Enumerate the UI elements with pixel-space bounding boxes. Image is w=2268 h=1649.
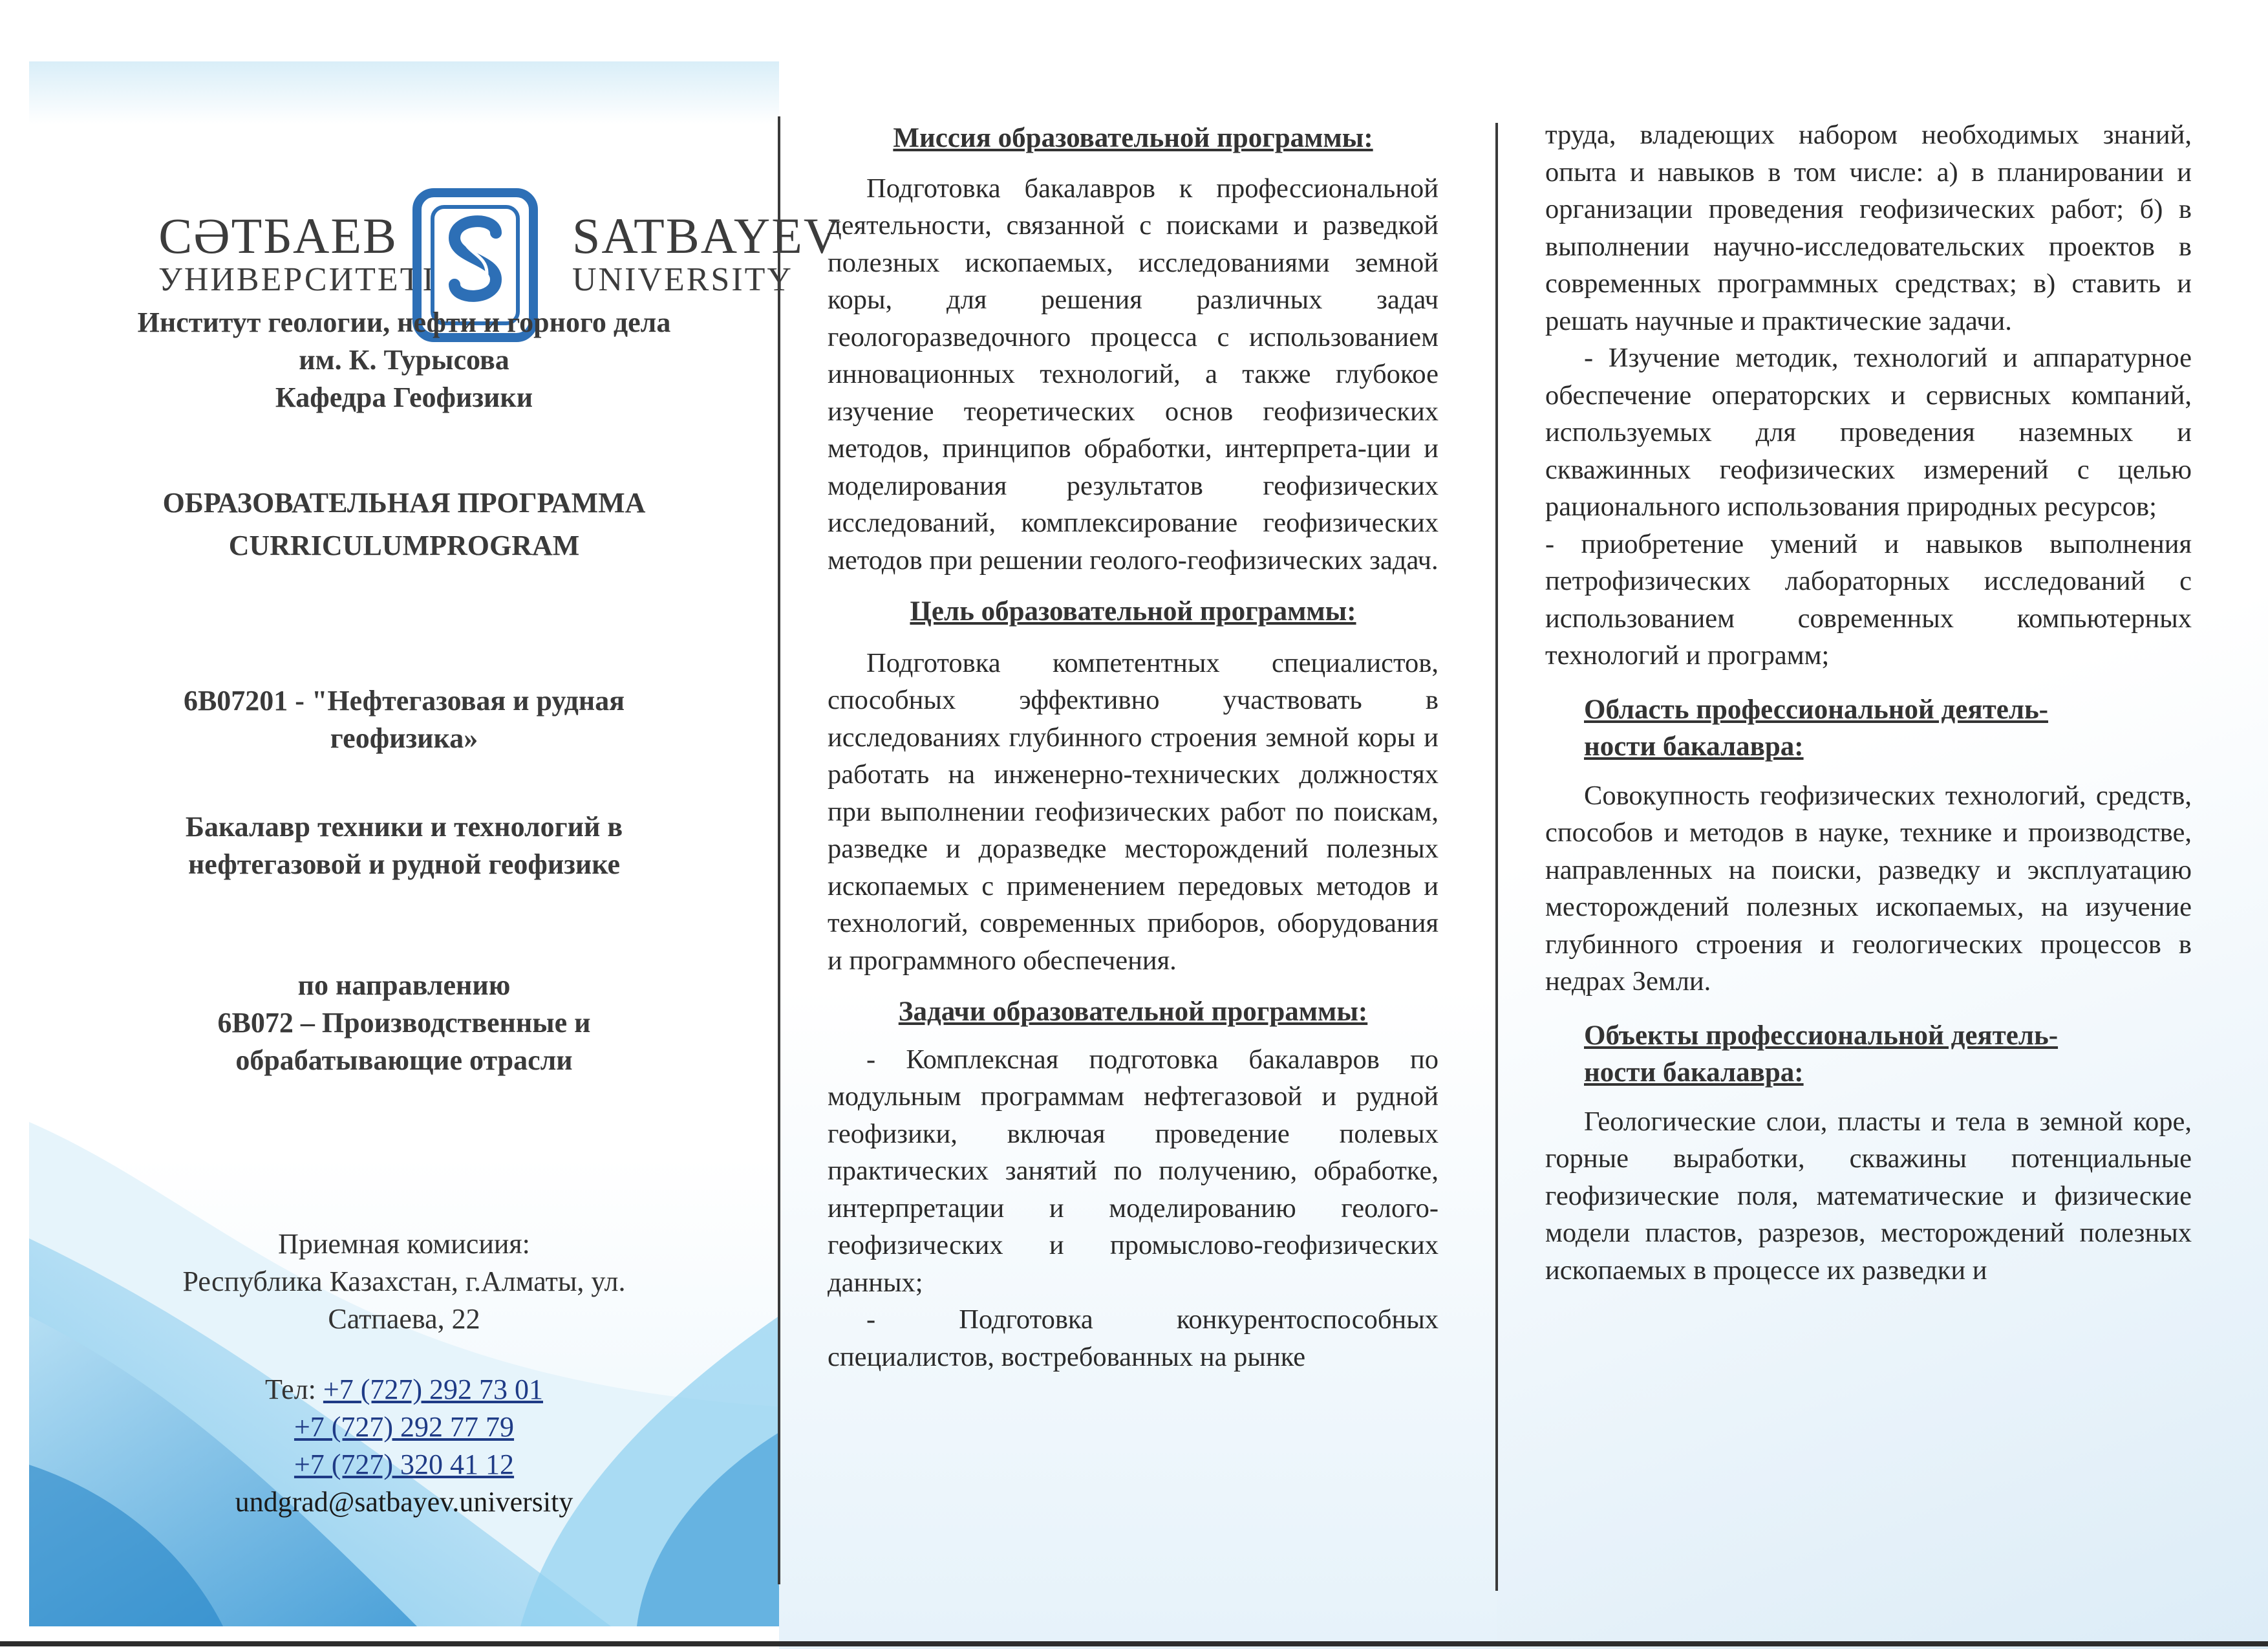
tasks-continuation: труда, владеющих набором необходимых знаний, опыта и навыков в том числе: а) в планировании и организации проведения геофизических работ; б) в выполнении научно-исследовательских проектов в современных программных средствах; в) ставить и решать научные и практические задачи. [1545,120,2192,336]
program-code-line2: геофизика» [330,722,478,754]
logo-en-sub: UNIVERSITY [572,261,793,298]
mission-heading: Миссия образовательной программы: [893,123,1373,153]
goal-text: Подготовка компетентных специалистов, способных эффективно участвовать в исследованиях глубинного строения земной коры и работать на инженерно-технических должностях при выполнении геофизических работ по поискам, разведке и доразведке месторождений полезных ископаемых с применением передовых методов и технологий, современных приборов, оборудования и программного обеспечения. [828,647,1439,976]
phone-link-2[interactable]: +7 (727) 292 77 79 [294,1411,515,1443]
logo-kz-name: СӘТБАЕВ [158,208,398,264]
admission-contact [29,1225,779,1338]
task-item-4: - приобретение умений и навыков выполнения петрофизических лабораторных исследований с использованием современных компьютерных технологий и программ; [1545,528,2192,671]
phone-link-1[interactable]: +7 (727) 292 73 01 [323,1374,544,1405]
program-code [29,682,779,757]
phone-link-3[interactable]: +7 (727) 320 41 12 [294,1449,515,1480]
direction [29,967,779,1079]
task-item-2: - Подготовка конкурентоспособных специалистов, востребованных на рынке [828,1304,1439,1372]
tel-label: Тел: [264,1374,323,1405]
mission-text: Подготовка бакалавров к профессиональной деятельности, связанной с поисками и разведкой полезных ископаемых, исследованиями земной коры, для решения различных задач геологоразведочного процесса с использованием инновационных технологий, а также глубокое изучение теоретических основ геофизических методов, принципов обработки, интерпрета-ции и моделирования результатов геофизических исследований, комплексирование геофизических методов при решении геолого-геофизических задач. [828,173,1439,576]
logo-kz-sub: УНИВЕРСИТЕТІ [158,261,436,298]
middle-panel [779,0,1497,1649]
university-logo [120,126,842,298]
goal-heading: Цель образовательной программы: [910,596,1356,627]
area-heading-line2: ности бакалавра: [1584,731,1804,762]
program-title-ru: ОБРАЗОВАТЕЛЬНАЯ ПРОГРАММА [162,487,646,519]
degree [29,808,779,883]
direction-line3: обрабатывающие отрасли [235,1044,573,1076]
task-item-1: - Комплексная подготовка бакалавров по модульным программам нефтегазовой и рудной геофизики, включая проведение полевых практических занятий по получению, обработке, интерпретации и моделированию геолого-геофизических и промыслово-геофизических данных; [828,1044,1439,1298]
phones-block [29,1371,779,1521]
program-code-line1: 6В07201 - "Нефтегазовая и рудная [183,685,625,717]
task-item-3: - Изучение методик, технологий и аппаратурное обеспечение операторских и сервисных компаний, используемых для проведения наземных и скважинных геофизических измерений с целью рационального использования природных ресурсов; [1545,343,2192,522]
program-title [29,482,779,567]
objects-text: Геологические слои, пласты и тела в земной коре, горные выработки, скважины потенциальные геофизические поля, математические и физические модели пластов, разрезов, месторождений полезных ископаемых в процессе их разведки и [1545,1106,2192,1286]
program-title-en: CURRICULUMPROGRAM [228,530,580,561]
tasks-heading: Задачи образовательной программы: [898,997,1368,1027]
institute-block [29,304,779,416]
degree-line2: нефтегазовой и рудной геофизике [187,848,621,880]
area-heading [1545,691,2192,766]
page-bottom-edge [0,1641,2268,1646]
middle-column [828,120,1439,1375]
direction-line2: 6В072 – Производственные и [217,1007,591,1039]
right-column [1545,116,2192,1289]
department-name: Кафедра Геофизики [275,382,533,413]
institute-named-after: им. К. Турысова [299,344,509,376]
objects-heading [1545,1017,2192,1092]
admission-label: Приемная комисиия: [278,1228,530,1260]
degree-line1: Бакалавр техники и технологий в [185,811,623,843]
logo-en-name: SATBAYEV [572,208,842,264]
institute-name: Институт геологии, нефти и горного дела [137,307,671,338]
direction-line1: по направлению [297,969,511,1001]
cover-panel [29,61,842,1626]
fold-divider-2 [1495,123,1498,1591]
objects-heading-line1: Объекты профессиональной деятель- [1584,1020,2059,1051]
right-panel [1497,0,2268,1649]
svg-text:1934: 1934 [465,196,486,205]
admission-address-1: Республика Казахстан, г.Алматы, ул. [182,1266,626,1297]
admission-address-2: Сатпаева, 22 [328,1303,480,1335]
objects-heading-line2: ности бакалавра: [1584,1057,1804,1088]
email-link[interactable]: undgrad@satbayev.university [235,1486,573,1518]
area-text: Совокупность геофизических технологий, средств, способов и методов в науке, технике и производстве, направленных на поиски, разведку и эксплуатацию месторождений полезных ископаемых, на изучение глубинного строения и геологических процессов в недрах Земли. [1545,780,2192,997]
area-heading-line1: Область профессиональной деятель- [1584,694,2049,725]
